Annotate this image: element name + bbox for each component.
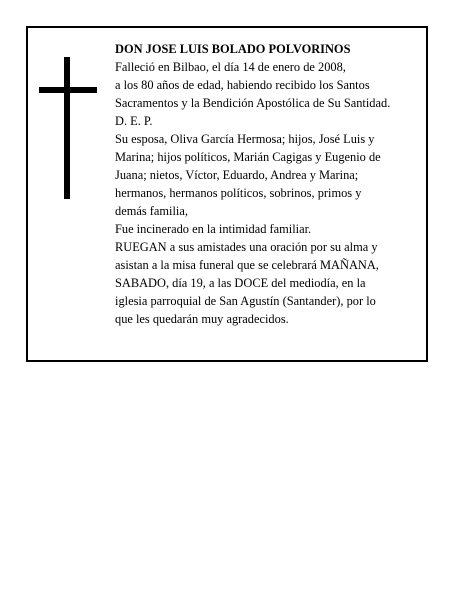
obituary-text <box>115 40 425 328</box>
funeral-mass-line: SABADO, día 19, a las DOCE del mediodía, en la <box>115 276 366 290</box>
cross-horizontal-bar <box>39 87 97 93</box>
funeral-mass-line: RUEGAN a sus amistades una oración por su alma y <box>115 240 378 254</box>
rest-in-peace-line: D. E. P. <box>115 114 153 128</box>
funeral-mass-line: asistan a la misa funeral que se celebrará MAÑANA, <box>115 258 379 272</box>
cross-vertical-bar <box>64 57 70 199</box>
death-details-line: Falleció en Bilbao, el día 14 de enero de 2008, <box>115 60 346 74</box>
family-line: Su esposa, Oliva García Hermosa; hijos, José Luis y <box>115 132 375 146</box>
obituary-notice-frame <box>26 26 428 362</box>
funeral-mass-line: iglesia parroquial de San Agustín (Santander), por lo <box>115 294 376 308</box>
funeral-mass-line: que les quedarán muy agradecidos. <box>115 312 289 326</box>
death-details-line: Sacramentos y la Bendición Apostólica de Su Santidad. <box>115 96 391 110</box>
family-line: Juana; nietos, Víctor, Eduardo, Andrea y Marina; <box>115 168 359 182</box>
deceased-name: DON JOSE LUIS BOLADO POLVORINOS <box>115 42 351 56</box>
cremation-line: Fue incinerado en la intimidad familiar. <box>115 222 312 236</box>
death-details-line: a los 80 años de edad, habiendo recibido los Santos <box>115 78 370 92</box>
family-line: Marina; hijos políticos, Marián Cagigas y Eugenio de <box>115 150 381 164</box>
family-line: hermanos, hermanos políticos, sobrinos, primos y <box>115 186 362 200</box>
latin-cross-icon <box>39 57 97 199</box>
family-line: demás familia, <box>115 204 188 218</box>
